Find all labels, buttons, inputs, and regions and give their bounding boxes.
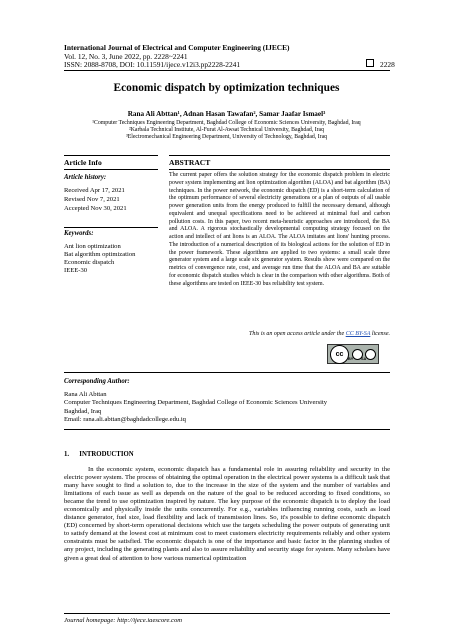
corresponding-name: Rana Ali Abttan [64,391,107,398]
history-label: Article history: [64,174,107,181]
article-info-heading: Article Info [64,158,102,167]
affiliation-2: ²Karbala Technical Institute, Al-Furat Al-Awsat Technical University, Baghdad, Iraq [128,127,325,133]
authors: Rana Ali Abttan¹, Adnan Hasan Tawafan², Samar Jaafar Ismael³ [127,110,326,118]
abstract-top-rule [169,155,390,156]
keywords-rule [64,227,158,228]
history-received: Received Apr 17, 2021 [64,187,125,194]
history-accepted: Accepted Nov 30, 2021 [64,205,127,212]
corresponding-dept: Computer Techniques Engineering Department, Baghdad College of Economic Sciences University [64,399,328,406]
info-sub-rule [64,169,158,170]
abstract-bottom-rule [64,372,390,373]
introduction-text: In the economic system, economic dispatch has a fundamental role in assuring reliability and security in the electric power system. The process of obtaining the optimal operation in the electrical power systems is a difficult task that many have sought to find a solution to, due to the increase in the size of the system and the number of variables and limitations of each issue as well as depends on the nature of the goal to be reduced according to fixed conditions, so became the trend to use optimization inspired by nature. The key purpose of the economic dispatch is to deploy the load economically and physically inside the units concurrently. For e.g., variables influencing running costs, such as load distance generator, fuel size, load flexibility and lack of transmission lines. So, it's possible to define economic dispatch (ED) concerned by short-term operational decisions which use the targets scheduling the power outputs of generating unit to satisfy demand at the lowest cost at minimum cost to meet customers electricity requirements reliably and other system constraints must be satisfied. The economic dispatch is one of the importance and basic factor in the planning studies of any project, including the generating plants and also to assure reliability and security stage for system. Many scholars have given a great deal of attention to how various numerical optimization [64,466,390,562]
keyword-4: IEEE-30 [64,267,88,274]
corresponding-heading: Corresponding Author: [64,378,130,385]
footer-rule [64,613,390,614]
abstract-text: The current paper offers the solution strategy for the economic dispatch problem in electric power system implementing ant lion optimization algorithm (ALOA) and bat algorithm (BA) techniques. In the power network, the economic dispatch (ED) is a short-term calculation of the optimum performance of several electricity generations or a plan of outputs of all usable power generation units from the energy produced to fulfill the necessary demand, although equivalent and unequal specifications need to be achieved at minimal fuel and carbon pollution costs. In this paper, two recent meta-heuristic approaches are introduced, the BA and ALOA. A rigorous stochastically developmental computing strategy focused on the action and intellect of ant lions is an ALOA. The ALOA imitates ant lions' hunting process. The introduction of a numerical description of its biological actions for the solution of ED in the power framework. These algorithms are applied to two systems: a small scale three generator system and a large scale six generator system. Results show were compared on the metrics of convergence rate, cost, and average run time that the ALOA and BA are suitable for economic dispatch studies which is clear in the comparison with other algorithms. Both of these algorithms are tested on IEEE-30 bus reliability test system. [169,172,391,287]
cc-logo-icon: cc [330,345,349,364]
cc-sa-label: SA [361,357,367,361]
corresponding-city: Baghdad, Iraq [64,408,102,415]
page-marker-icon [366,59,374,67]
issn-line: ISSN: 2088-8708, DOI: 10.11591/ijece.v12i3.pp2228-2241 [64,60,241,69]
open-access-note: This is an open access article under the CC BY-SA license. [249,331,390,337]
keyword-1: Ant lion optimization [64,243,121,250]
abstract-heading: ABSTRACT [169,158,211,167]
affiliation-3: ³Electromechanical Engineering Department, University of Technology, Baghdad, Iraq [125,134,328,140]
cc-by-label: BY [348,357,354,361]
corresponding-email: Email: rana.ali.abttan@baghdadcollege.edu.iq [64,416,186,423]
keyword-2: Bat algorithm optimization [64,251,136,258]
cc-license-icon[interactable] [327,344,379,364]
introduction-heading: 1. INTRODUCTION [64,451,134,458]
page-number: 2228 [380,60,395,69]
abstract-sub-rule [169,169,390,170]
keyword-3: Economic dispatch [64,259,115,266]
corresponding-bottom-rule [64,429,390,430]
cc-by-sa-link[interactable]: CC BY-SA [345,331,371,337]
keywords-label: Keywords: [64,230,94,237]
header-rule [64,70,390,71]
volume-line: Vol. 12, No. 3, June 2022, pp. 2228~2241 [64,52,188,61]
info-top-rule [64,155,158,156]
history-revised: Revised Nov 7, 2021 [64,196,120,203]
affiliation-1: ¹Computer Techniques Engineering Department, Baghdad College of Economic Sciences University, Baghdad, Iraq [92,120,361,126]
journal-homepage[interactable]: Journal homepage: http://ijece.iaescore.com [64,617,183,624]
journal-name: International Journal of Electrical and Computer Engineering (IJECE) [64,43,290,52]
sa-icon [365,349,376,360]
paper-title: Economic dispatch by optimization techniques [113,82,340,94]
